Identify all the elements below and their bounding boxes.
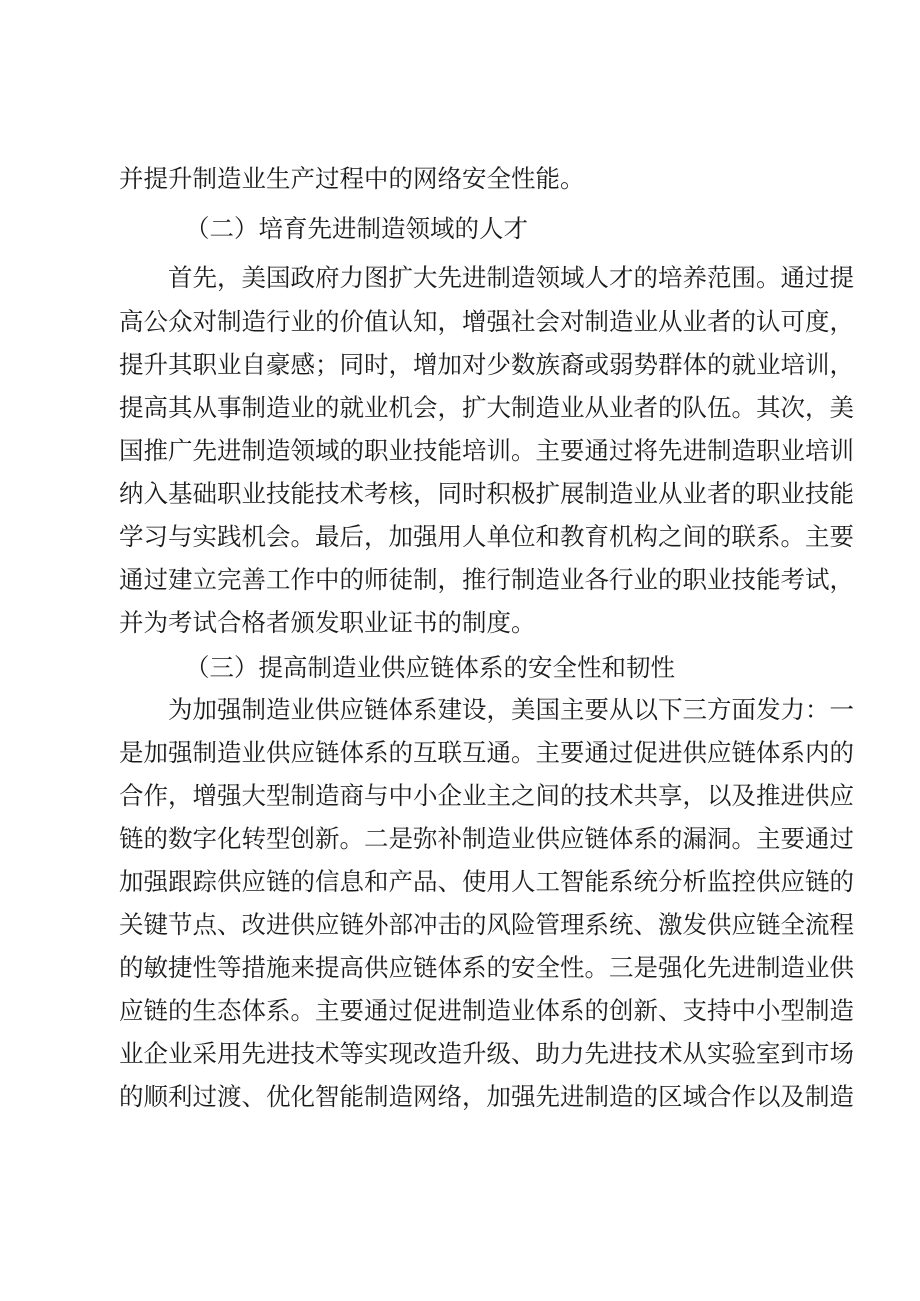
paragraph-line: 加强跟踪供应链的信息和产品、使用人工智能系统分析监控供应链的 xyxy=(119,867,854,896)
paragraph-line: 通过建立完善工作中的师徒制，推行制造业各行业的职业技能考试， xyxy=(119,565,854,594)
paragraph-line: 学习与实践机会。最后，加强用人单位和教育机构之间的联系。主要 xyxy=(119,522,854,551)
paragraph-line: 并提升制造业生产过程中的网络安全性能。 xyxy=(119,164,585,193)
paragraph-line: 为加强制造业供应链体系建设，美国主要从以下三方面发力：一 xyxy=(168,695,854,724)
paragraph-line: 纳入基础职业技能技术考核，同时积极扩展制造业从业者的职业技能 xyxy=(119,479,854,508)
paragraph-line: 国推广先进制造领域的职业技能培训。主要通过将先进制造职业培训 xyxy=(119,436,854,465)
paragraph-line: 合作，增强大型制造商与中小企业主之间的技术共享，以及推进供应 xyxy=(119,781,854,810)
section-heading-2: （二）培育先进制造领域的人才 xyxy=(185,214,528,243)
paragraph-line: 首先，美国政府力图扩大先进制造领域人才的培养范围。通过提 xyxy=(168,263,854,292)
paragraph-line: 应链的生态体系。主要通过促进制造业体系的创新、支持中小型制造 xyxy=(119,996,854,1025)
section-heading-3: （三）提高制造业供应链体系的安全性和韧性 xyxy=(185,653,675,682)
paragraph-line: 业企业采用先进技术等实现改造升级、助力先进技术从实验室到市场 xyxy=(119,1039,854,1068)
paragraph-line: 的敏捷性等措施来提高供应链体系的安全性。三是强化先进制造业供 xyxy=(119,953,854,982)
paragraph-line: 链的数字化转型创新。二是弥补制造业供应链体系的漏洞。主要通过 xyxy=(119,824,854,853)
paragraph-line: 关键节点、改进供应链外部冲击的风险管理系统、激发供应链全流程 xyxy=(119,910,854,939)
paragraph-line: 并为考试合格者颁发职业证书的制度。 xyxy=(119,608,536,637)
paragraph-line: 的顺利过渡、优化智能制造网络，加强先进制造的区域合作以及制造 xyxy=(119,1082,854,1111)
paragraph-line: 提高其从事制造业的就业机会，扩大制造业从业者的队伍。其次，美 xyxy=(119,393,854,422)
paragraph-line: 是加强制造业供应链体系的互联互通。主要通过促进供应链体系内的 xyxy=(119,738,854,767)
paragraph-line: 高公众对制造行业的价值认知，增强社会对制造业从业者的认可度， xyxy=(119,307,854,336)
paragraph-line: 提升其职业自豪感；同时，增加对少数族裔或弱势群体的就业培训， xyxy=(119,350,854,379)
